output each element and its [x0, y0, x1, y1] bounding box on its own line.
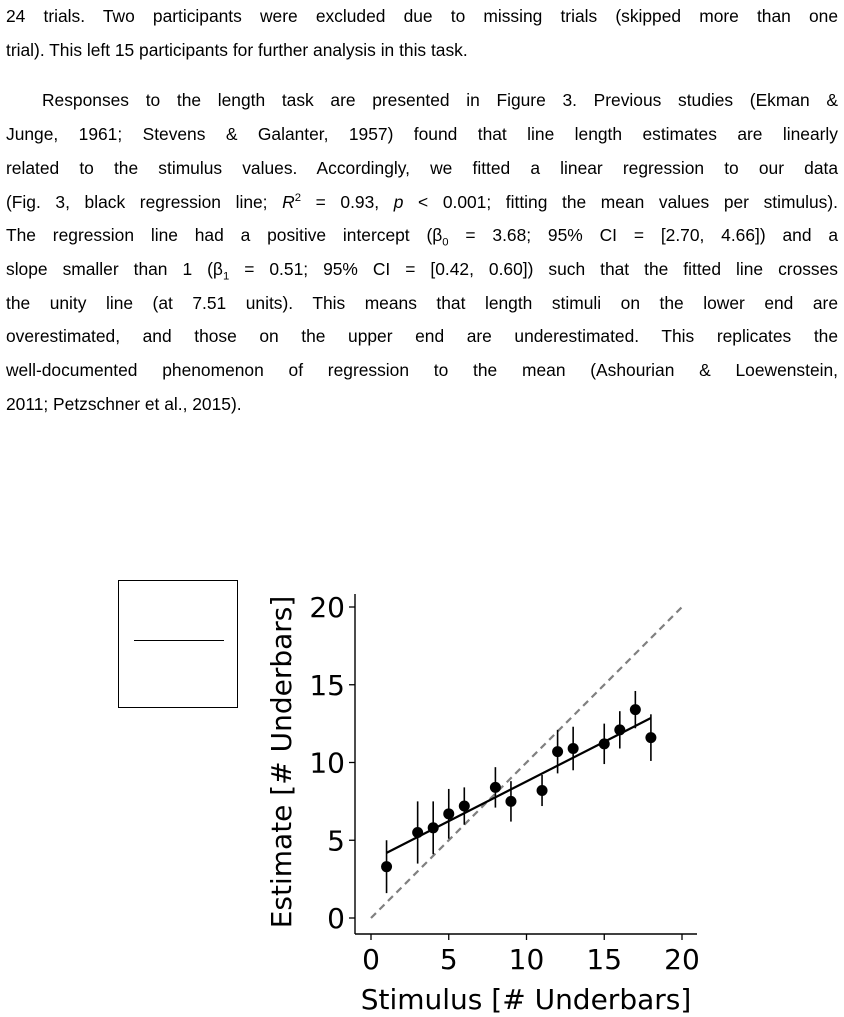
text-line — [6, 186, 838, 220]
x-axis-label: Stimulus [# Underbars] — [360, 983, 692, 1016]
data-point — [568, 743, 579, 754]
data-point — [428, 822, 439, 833]
subscript: 0 — [442, 236, 449, 249]
text-line — [6, 253, 838, 287]
subscript: 1 — [222, 270, 230, 283]
data-point — [490, 782, 501, 793]
text-fragment: = 3.68; 95% CI = [2.70, 4.66]) and a — [448, 225, 839, 246]
y-tick-label: 10 — [309, 746, 345, 780]
x-tick-label: 10 — [508, 943, 545, 976]
unity-line — [371, 607, 682, 918]
text-fragment: slope smaller than 1 (β — [6, 258, 223, 279]
text-line: Junge, 1961; Stevens & Galanter, 1957) found that line length estimates are linearly — [6, 124, 838, 145]
y-tick-label: 5 — [327, 824, 345, 858]
data-point — [505, 796, 516, 807]
data-point — [630, 704, 641, 715]
text-line: the unity line (at 7.51 units). This means that length stimuli on the lower end are — [6, 292, 838, 313]
regression-line — [387, 718, 651, 853]
text-line: 2011; Petzschner et al., 2015). — [6, 393, 242, 414]
y-axis-label: Estimate [# Underbars] — [265, 595, 298, 929]
text-line: trial). This left 15 participants for further analysis in this task. — [6, 39, 468, 60]
x-tick-label: 15 — [586, 943, 623, 976]
y-tick-label: 20 — [309, 591, 345, 624]
superscript: 2 — [294, 191, 301, 204]
x-tick-label: 0 — [362, 943, 380, 976]
text-fragment: = 0.93, — [301, 191, 394, 212]
stimulus-example-box — [118, 580, 238, 708]
stimulus-underbar-line — [134, 640, 224, 641]
data-point — [552, 746, 563, 757]
data-point — [443, 808, 454, 819]
x-tick-label: 5 — [439, 943, 458, 976]
paragraph-2 — [6, 84, 838, 421]
text-line: related to the stimulus values. Accordingly, we fitted a linear regression to our data — [6, 157, 838, 178]
p-symbol: p — [393, 191, 404, 212]
text-line: 24 trials. Two participants were excluded due to missing trials (skipped more than one — [6, 6, 838, 26]
body-text — [6, 0, 838, 421]
text-line: overestimated, and those on the upper end are underestimated. This replicates the — [6, 326, 838, 347]
data-point — [459, 801, 470, 812]
data-point — [412, 827, 423, 838]
data-point — [381, 861, 392, 872]
y-tick-label: 0 — [327, 902, 345, 935]
text-fragment: = 0.51; 95% CI = [0.42, 0.60]) such that the fitted line crosses — [229, 258, 838, 279]
y-tick-label: 15 — [309, 668, 345, 702]
text-fragment: < 0.001; fitting the mean values per stimulus). — [403, 191, 838, 212]
data-point — [645, 732, 656, 743]
paragraph-1 — [6, 0, 838, 67]
r-squared-symbol: R — [282, 191, 295, 212]
text-line: Responses to the length task are presented in Figure 3. Previous studies (Ekman & — [42, 90, 838, 111]
data-point — [614, 724, 625, 735]
text-line — [6, 219, 838, 253]
text-fragment: The regression line had a positive intercept (β — [6, 225, 443, 246]
text-fragment: (Fig. 3, black regression line; — [6, 191, 283, 212]
data-point — [537, 785, 548, 796]
data-point — [599, 738, 610, 749]
x-tick-label: 20 — [664, 943, 700, 976]
text-line: well-documented phenomenon of regression to the mean (Ashourian & Loewenstein, — [6, 360, 838, 381]
